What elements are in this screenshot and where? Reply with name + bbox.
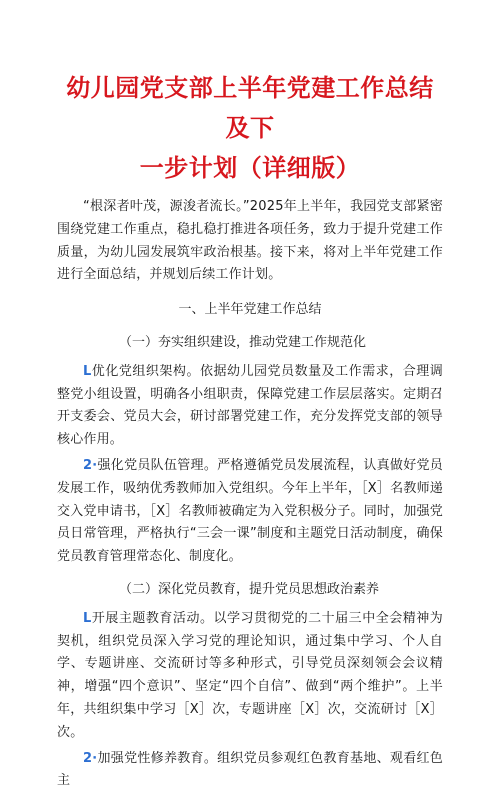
list-number: 2∙ (83, 457, 98, 473)
list-number: L (83, 363, 92, 379)
list-number: L (83, 610, 92, 626)
intro-paragraph: “根深者叶茂，源浚者流长。”2025年上半年，我园党支部紧密围绕党建工作重点，稳扎稳打推进各项任务，致力于提升党建工作质量，为幼儿园发展筑牢政治根基。接下来，将对上半年党建工作进行全面总结，并规划后续工作计划。 (57, 199, 443, 283)
list-item-1 (57, 361, 443, 452)
list-item-4 (57, 748, 443, 793)
list-item-text: 强化党员队伍管理。严格遵循党员发展流程，认真做好党员发展工作，吸纳优秀教师加入党组织。今年上半年，［X］名教师递交入党申请书，［X］名教师被确定为入党积极分子。同时，加强党员日常管理，严格执行“三会一课”制度和主题党日活动制度，确保党员教育管理常态化、制度化。 (57, 457, 443, 565)
document-title (57, 0, 443, 188)
list-item-text: 加强党性修养教育。组织党员参观红色教育基地、观看红色主 (57, 750, 443, 789)
subsection-heading-1: （一）夯实组织建设，推动党建工作规范化 (119, 334, 367, 350)
list-item-3 (57, 608, 443, 745)
section-heading-1: 一、上半年党建工作总结 (178, 302, 322, 318)
list-item-2 (57, 455, 443, 569)
subsection-heading-2: （二）深化党员教育，提升党员思想政治素养 (119, 581, 380, 597)
list-number: 2∙ (83, 750, 98, 766)
list-item-text: 开展主题教育活动。以学习贯彻党的二十届三中全会精神为契机，组织党员深入学习党的理论知识，通过集中学习、个人自学、专题讲座、交流研讨等多种形式，引导党员深刻领会会议精神，增强“四个意识”、坚定“四个自信”、做到“两个维护”。上半年，共组织集中学习［X］次，专题讲座［X］次，交流研讨［X］次。 (57, 610, 443, 740)
title-line-1: 幼儿园党支部上半年党建工作总结及下 (66, 74, 434, 142)
title-line-2: 一步计划（详细版） (139, 154, 361, 182)
list-item-text: 优化党组织架构。依据幼儿园党员数量及工作需求，合理调整党小组设置，明确各小组职责，保障党建工作层层落实。定期召开支委会、党员大会，研讨部署党建工作，充分发挥党支部的领导核心作用。 (57, 363, 443, 448)
